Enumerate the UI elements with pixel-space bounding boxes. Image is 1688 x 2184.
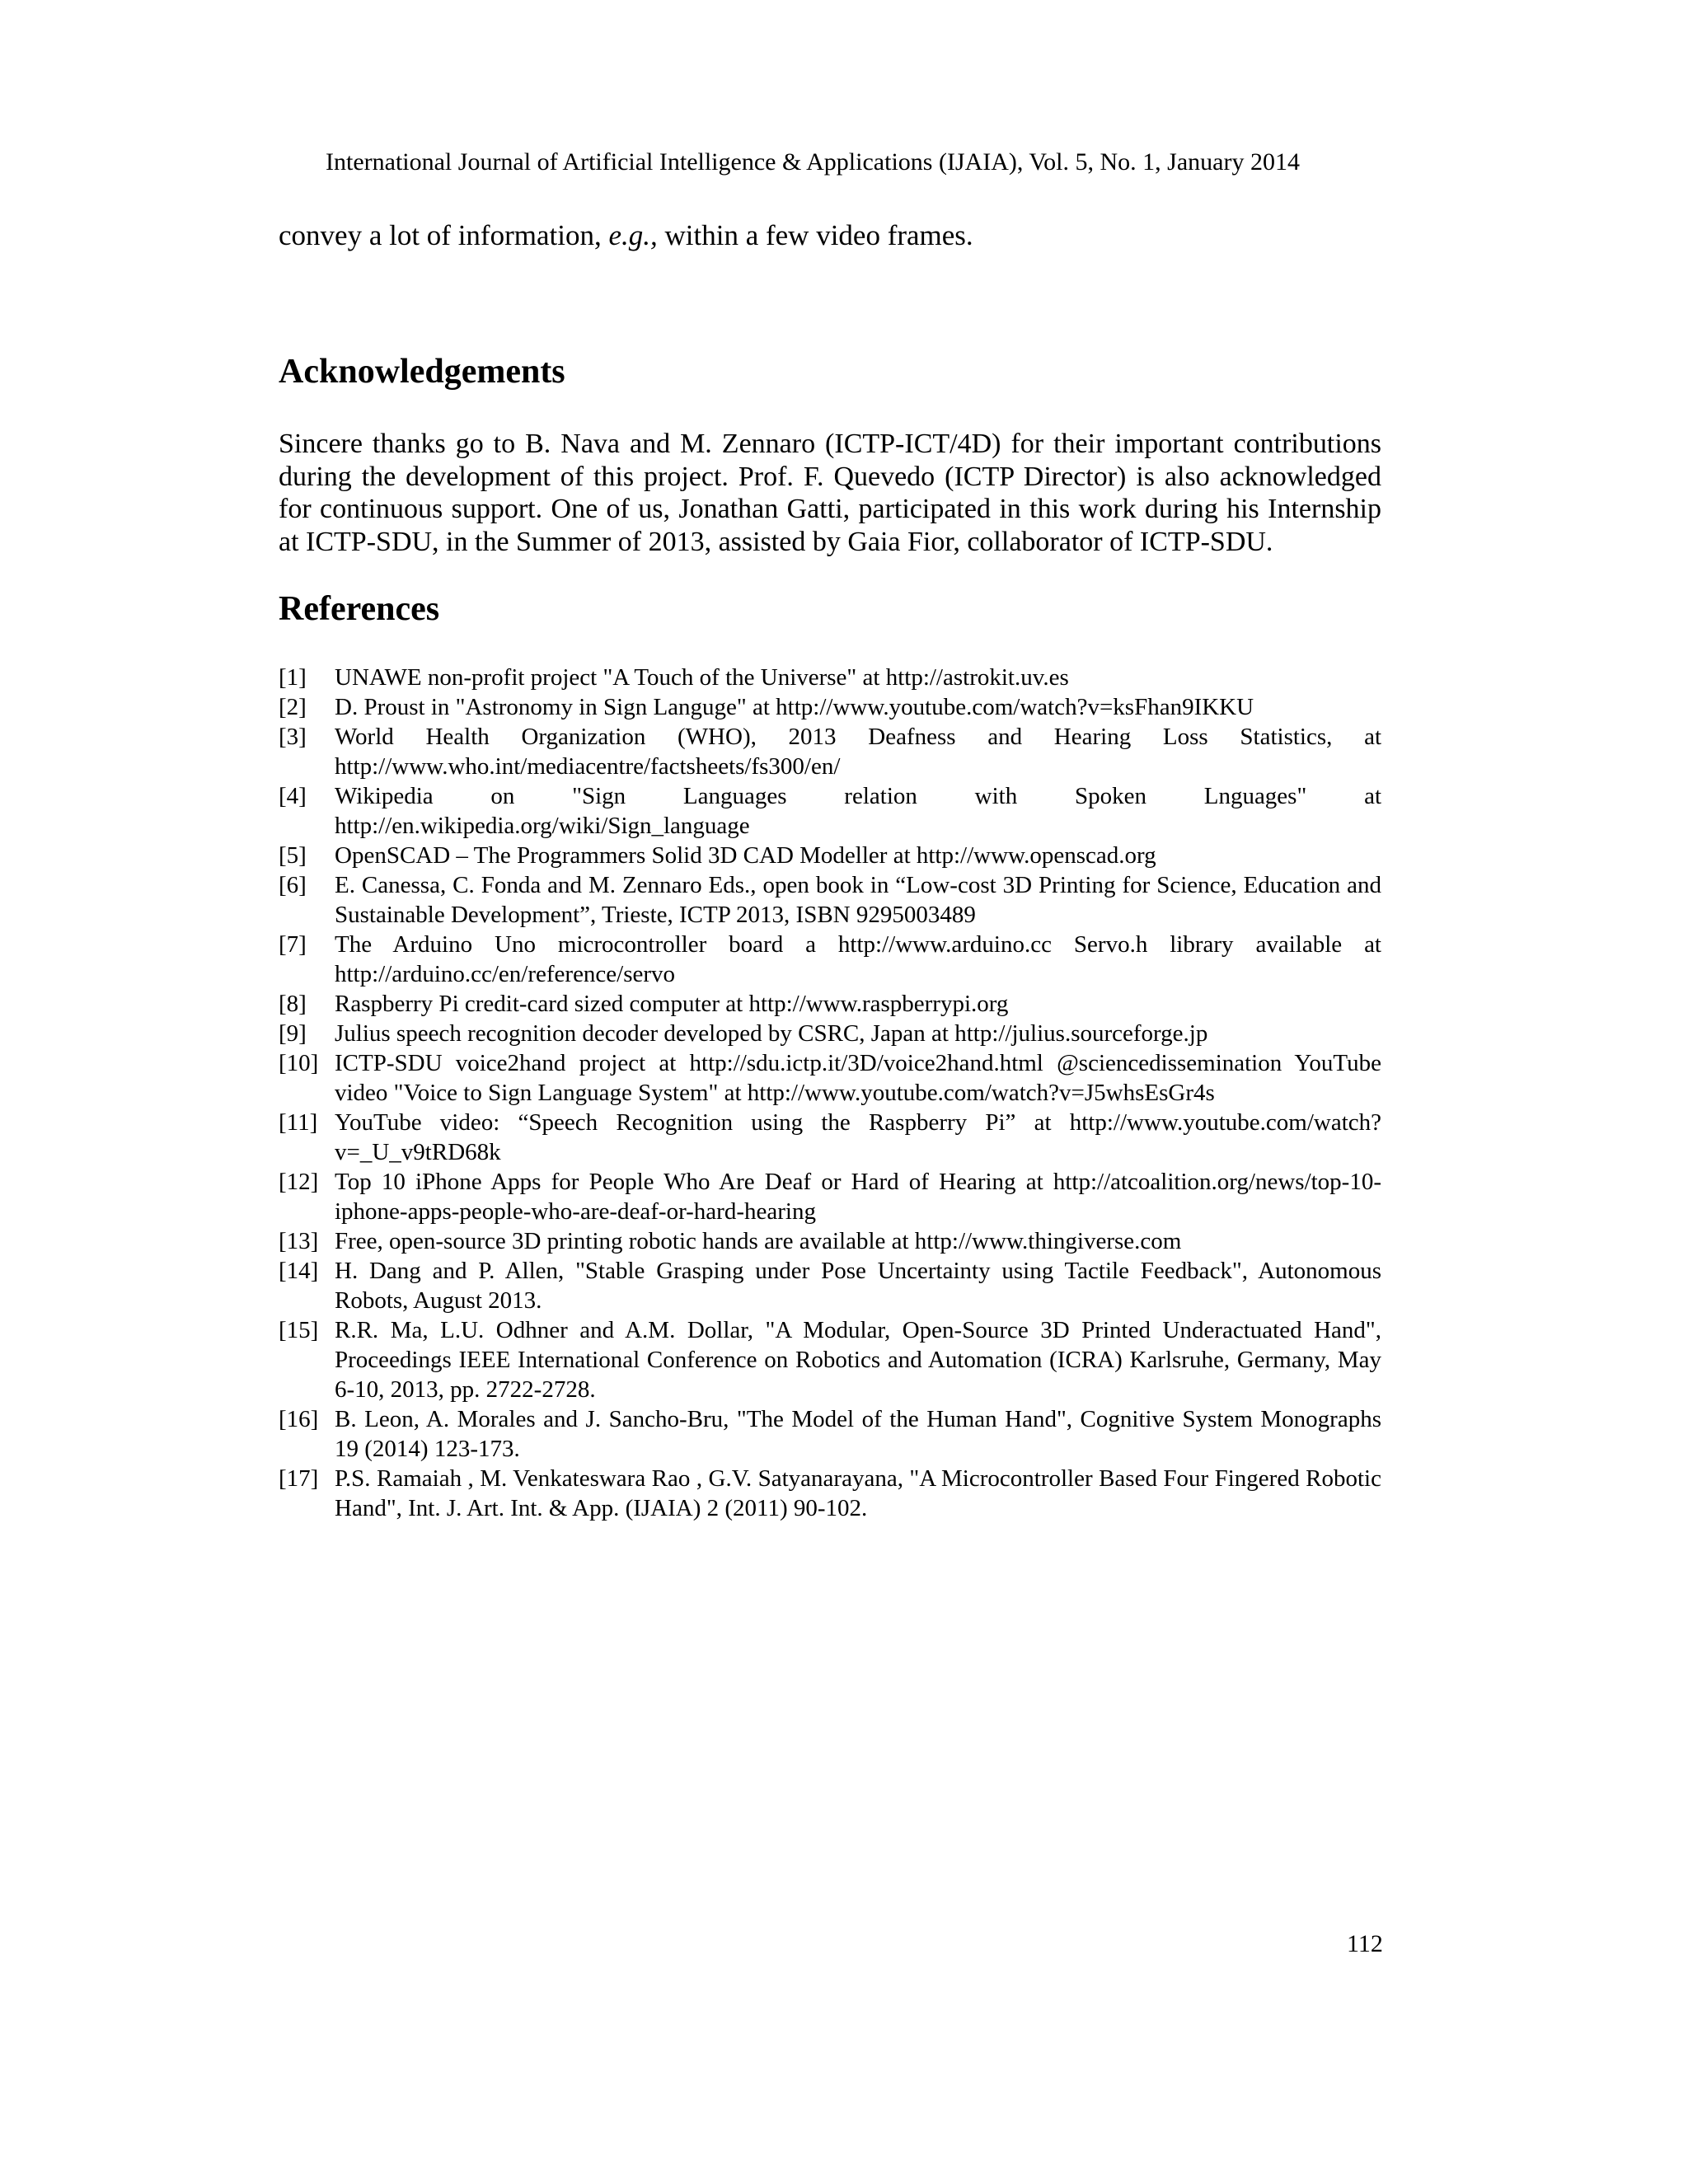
reference-item <box>279 1048 1381 1108</box>
reference-item <box>279 870 1381 930</box>
intro-text-end: within a few video frames. <box>657 219 973 251</box>
reference-text: H. Dang and P. Allen, "Stable Grasping under Pose Uncertainty using Tactile Feedback", Autonomous Robots, August 2013. <box>335 1258 1381 1314</box>
reference-text: R.R. Ma, L.U. Odhner and A.M. Dollar, "A Modular, Open-Source 3D Printed Underactuated Hand", Proceedings IEEE International Conference on Robotics and Automation (ICRA) Karlsruhe, Germany, May 6-10, 2013, pp. 2722-2728. <box>335 1317 1381 1403</box>
reference-text: Top 10 iPhone Apps for People Who Are Deaf or Hard of Hearing at http://atcoalition.org/news/top-10-iphone-apps-people-who-are-deaf-or-hard-hearing <box>335 1169 1381 1225</box>
reference-number: [17] <box>279 1465 319 1492</box>
reference-number: [14] <box>279 1258 319 1284</box>
reference-item <box>279 1226 1381 1256</box>
reference-number: [1] <box>279 664 307 691</box>
references-heading: References <box>279 590 440 628</box>
reference-text: Julius speech recognition decoder developed by CSRC, Japan at http://julius.sourceforge.jp <box>335 1020 1208 1047</box>
reference-item <box>279 1167 1381 1226</box>
reference-item <box>279 989 1381 1019</box>
reference-item <box>279 1315 1381 1404</box>
reference-item <box>279 1404 1381 1464</box>
reference-item <box>279 781 1381 841</box>
reference-number: [5] <box>279 842 307 869</box>
reference-item <box>279 1108 1381 1167</box>
acknowledgements-heading: Acknowledgements <box>279 353 565 391</box>
reference-item <box>279 663 1381 692</box>
reference-text: Raspberry Pi credit-card sized computer at http://www.raspberrypi.org <box>335 991 1009 1017</box>
reference-text: ICTP-SDU voice2hand project at http://sdu.ictp.it/3D/voice2hand.html @sciencedissemination YouTube video "Voice to Sign Language System" at http://www.youtube.com/watch?v=J5whsEsGr4s <box>335 1050 1381 1106</box>
reference-number: [15] <box>279 1317 319 1343</box>
reference-number: [6] <box>279 872 307 898</box>
reference-number: [12] <box>279 1169 319 1195</box>
page-number: 112 <box>1347 1930 1383 1957</box>
reference-item <box>279 930 1381 989</box>
reference-number: [3] <box>279 724 307 750</box>
reference-item <box>279 722 1381 781</box>
reference-number: [7] <box>279 931 307 958</box>
reference-item <box>279 841 1381 870</box>
intro-text-start: convey a lot of information, <box>279 219 609 251</box>
reference-number: [9] <box>279 1020 307 1047</box>
reference-text: E. Canessa, C. Fonda and M. Zennaro Eds., open book in “Low-cost 3D Printing for Science, Education and Sustainable Development”, Trieste, ICTP 2013, ISBN 9295003489 <box>335 872 1381 928</box>
reference-number: [4] <box>279 783 307 809</box>
reference-item <box>279 692 1381 722</box>
reference-text: Wikipedia on "Sign Languages relation with Spoken Lnguages" at http://en.wikipedia.org/wiki/Sign_language <box>335 783 1381 839</box>
reference-item <box>279 1019 1381 1048</box>
reference-number: [16] <box>279 1406 319 1432</box>
reference-number: [2] <box>279 694 307 720</box>
intro-text-italic: e.g., <box>608 219 658 251</box>
reference-number: [10] <box>279 1050 319 1076</box>
running-header: International Journal of Artificial Intelligence & Applications (IJAIA), Vol. 5, No. 1, January 2014 <box>326 148 1300 176</box>
reference-number: [8] <box>279 991 307 1017</box>
reference-number: [13] <box>279 1228 319 1254</box>
reference-text: World Health Organization (WHO), 2013 Deafness and Hearing Loss Statistics, at http://www.who.int/mediacentre/factsheets/fs300/en/ <box>335 724 1381 780</box>
reference-text: D. Proust in "Astronomy in Sign Languge" at http://www.youtube.com/watch?v=ksFhan9IKKU <box>335 694 1254 720</box>
intro-paragraph <box>279 219 973 252</box>
reference-text: YouTube video: “Speech Recognition using the Raspberry Pi” at http://www.youtube.com/watch?v=_U_v9tRD68k <box>335 1109 1381 1165</box>
acknowledgements-body: Sincere thanks go to B. Nava and M. Zennaro (ICTP-ICT/4D) for their important contributions during the development of this project. Prof. F. Quevedo (ICTP Director) is also acknowledged for continuous support. One of us, Jonathan Gatti, participated in this work during his Internship at ICTP-SDU, in the Summer of 2013, assisted by Gaia Fior, collaborator of ICTP-SDU. <box>279 429 1381 557</box>
reference-text: UNAWE non-profit project "A Touch of the Universe" at http://astrokit.uv.es <box>335 664 1069 691</box>
reference-text: B. Leon, A. Morales and J. Sancho-Bru, "The Model of the Human Hand", Cognitive System Monographs 19 (2014) 123-173. <box>335 1406 1381 1462</box>
reference-text: The Arduino Uno microcontroller board a http://www.arduino.cc Servo.h library available at http://arduino.cc/en/reference/servo <box>335 931 1381 987</box>
reference-text: P.S. Ramaiah , M. Venkateswara Rao , G.V. Satyanarayana, "A Microcontroller Based Four Fingered Robotic Hand", Int. J. Art. Int. & App. (IJAIA) 2 (2011) 90-102. <box>335 1465 1381 1521</box>
reference-text: OpenSCAD – The Programmers Solid 3D CAD Modeller at http://www.openscad.org <box>335 842 1156 869</box>
reference-text: Free, open-source 3D printing robotic hands are available at http://www.thingiverse.com <box>335 1228 1182 1254</box>
reference-list <box>279 663 1381 1523</box>
reference-number: [11] <box>279 1109 318 1136</box>
reference-item <box>279 1256 1381 1315</box>
reference-item <box>279 1464 1381 1523</box>
